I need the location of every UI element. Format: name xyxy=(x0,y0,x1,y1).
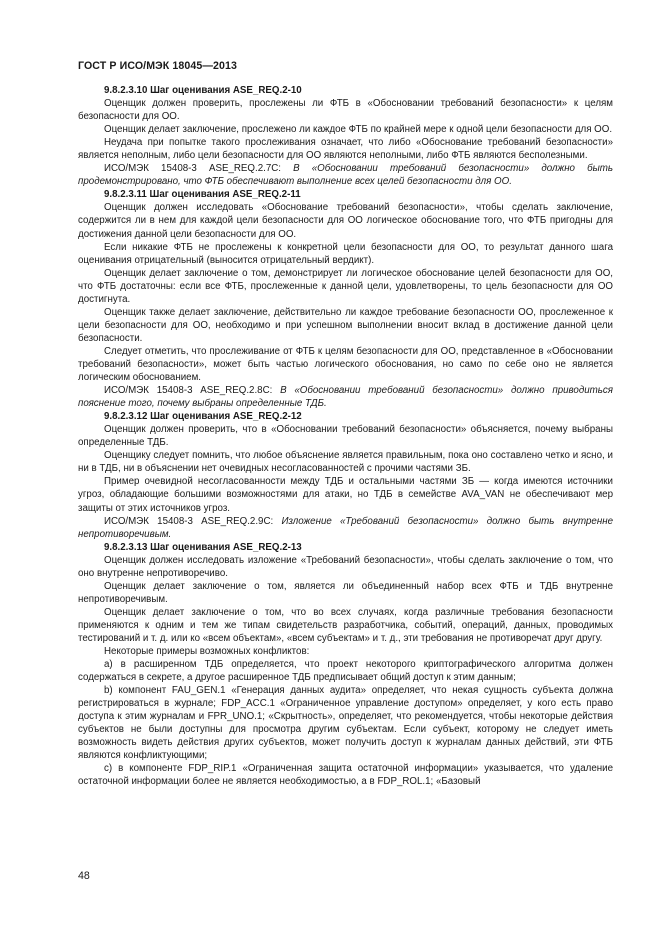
paragraph: Оценщик делает заключение о том, что во всех случаях, когда различные требования безопасности применяются к одним и тем же типам свидетельств разработчика, событий, операций, данных, проводимых тестирований и т. д. или ко «всем объектам», «всем субъектам» и т. д., эти требования не противоречат друг другу. xyxy=(78,606,613,644)
running-header: ГОСТ Р ИСО/МЭК 18045—2013 xyxy=(78,60,237,72)
paragraph: а) в расширенном ТДБ определяется, что проект некоторого криптографического алгоритма должен содержаться в секрете, а другое расширенное ТДБ предписывает общий доступ к этим данным; xyxy=(78,659,613,684)
reference-requirement: Изложение «Требований безопасности» должно быть внутренне непротиворечивым. xyxy=(78,515,613,540)
reference-code: ИСО/МЭК 15408-3 ASE_REQ.2.7С: xyxy=(104,163,294,175)
section-heading: 9.8.2.3.10 Шаг оценивания ASE_REQ.2-10 xyxy=(104,85,302,96)
paragraph: Следует отметить, что прослеживание от ФТБ к целям безопасности для ОО, представленное в «Обосновании требований безопасности», может быть частью логического обоснования, но само по себе оно не является логическим обоснованием. xyxy=(78,345,613,384)
main-text xyxy=(78,84,613,789)
page-number: 48 xyxy=(78,870,90,882)
paragraph: Неудача при попытке такого прослеживания означает, что либо «Обоснование требований безопасности» является неполным, либо цели безопасности для ОО являются неполными, либо ФТБ являются бесполезными. xyxy=(78,137,613,162)
paragraph: Оценщик должен проверить, прослежены ли ФТБ в «Обосновании требований безопасности» к целям безопасности для ОО. xyxy=(78,98,613,123)
section-heading: 9.8.2.3.11 Шаг оценивания ASE_REQ.2-11 xyxy=(104,189,301,201)
reference-requirement: В «Обосновании требований безопасности» должно быть продемонстрировано, что ФТБ обеспечивают выполнение всех целей безопасности для ОО. xyxy=(78,163,614,188)
paragraph: Оценщик делает заключение о том, демонстрирует ли логическое обоснование целей безопасности для ОО, что ФТБ достаточны: если все ФТБ, прослеженные к данной цели, удовлетворены, то цель безопасности для ОО достигнута. xyxy=(78,267,613,305)
reference-code: ИСО/МЭК 15408-3 ASE_REQ.2.8С: xyxy=(104,385,281,397)
section-heading: 9.8.2.3.13 Шаг оценивания ASE_REQ.2-13 xyxy=(104,541,302,553)
standard-reference xyxy=(78,515,613,541)
paragraph: Оценщик должен исследовать изложение «Требований безопасности», чтобы сделать заключение о том, что оно внутренне непротиворечиво. xyxy=(78,554,613,579)
paragraph: Оценщик должен исследовать «Обоснование требований безопасности», чтобы сделать заключение, содержится ли в нем для каждой цели безопасности для ОО логическое обоснование того, что ФТБ пригодны для достижения данной цели безопасности для ОО. xyxy=(78,202,613,240)
paragraph: b) компонент FAU_GEN.1 «Генерация данных аудита» определяет, что некая сущность субъекта должна регистрироваться в журнале; FDP_ACC.1 «Ограниченное управление доступом» определяет, у кого есть право доступа к этим журналам и FPR_UNO.1; «Скрытность», определяет, что рекомендуется, чтобы некоторые действия субъектов не были доступны для просмотра другим субъектам. Если субъект, которому не следует иметь возможность видеть действия других субъектов, может получить доступ к журналам данных действий, эти ФТБ являются конфликтующими; xyxy=(78,685,613,762)
standard-reference xyxy=(78,384,613,410)
reference-requirement: В «Обосновании требований безопасности» должно приводиться пояснение того, почему выбраны определенные ТДБ. xyxy=(78,385,613,410)
paragraph: Некоторые примеры возможных конфликтов: xyxy=(104,646,310,658)
paragraph: Оценщику следует помнить, что любое объяснение является правильным, пока оно составлено четко и ясно, и ни в ТДБ, ни в объяснении нет очевидных несогласованностей с прочими частями ЗБ. xyxy=(78,450,613,475)
paragraph: Оценщик также делает заключение, действительно ли каждое требование безопасности ОО, прослеженное к цели безопасности для ОО, необходимо и при успешном выполнении вносит вклад в достижение данной цели безопасности. xyxy=(78,306,613,344)
paragraph: Если никакие ФТБ не прослежены к конкретной цели безопасности для ОО, то результат данного шага оценивания отрицательный (выносится отрицательный вердикт). xyxy=(78,241,613,266)
section-heading: 9.8.2.3.12 Шаг оценивания ASE_REQ.2-12 xyxy=(104,411,302,423)
paragraph: с) в компоненте FDP_RIP.1 «Ограниченная защита остаточной информации» указывается, что удаление остаточной информации более не является необходимостью, а в FDP_ROL.1; «Базовый xyxy=(78,763,613,788)
standard-reference xyxy=(78,162,613,188)
paragraph: Оценщик делает заключение о том, является ли объединенный набор всех ФТБ и ТДБ внутренне непротиворечивым. xyxy=(78,580,613,605)
paragraph: Оценщик делает заключение, прослежено ли каждое ФТБ по крайней мере к одной цели безопасности для ОО. xyxy=(104,124,613,136)
reference-code: ИСО/МЭК 15408-3 ASE_REQ.2.9С: xyxy=(104,515,282,527)
paragraph: Оценщик должен проверить, что в «Обосновании требований безопасности» объясняется, почему выбраны определенные ТДБ. xyxy=(78,424,613,449)
paragraph: Пример очевидной несогласованности между ТДБ и остальными частями ЗБ — когда имеются источники угроз, обладающие большими возможностями для атаки, но ТДБ в семействе AVA_VAN не обеспечивают мер защиты от этих источников угроз. xyxy=(78,476,613,514)
